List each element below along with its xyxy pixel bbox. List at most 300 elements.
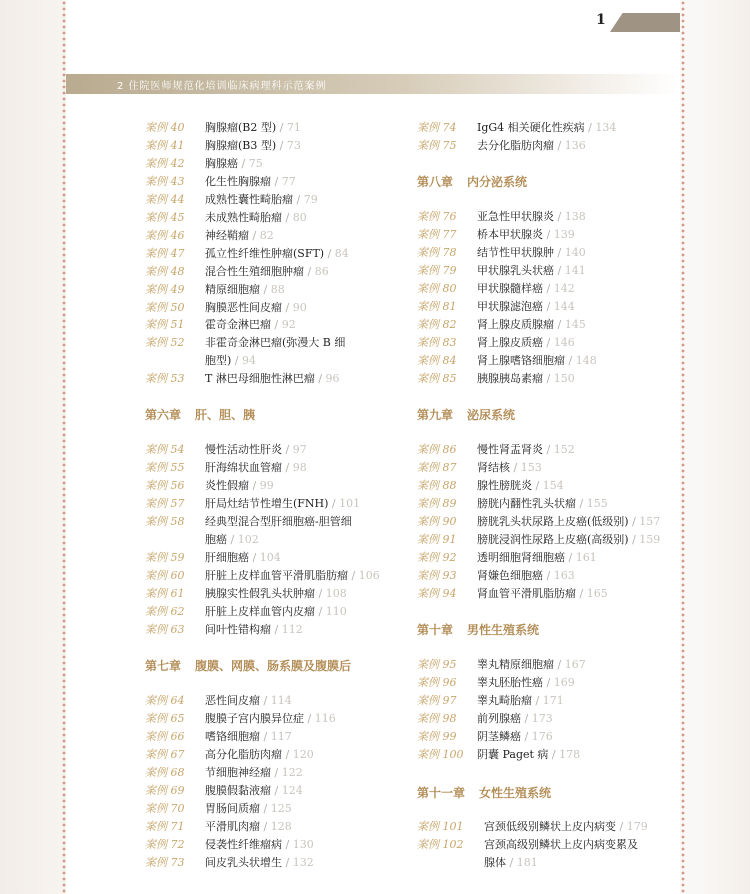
chapter-heading	[417, 784, 551, 801]
chapter-heading	[417, 406, 515, 423]
page-ref: 102	[237, 532, 259, 546]
case-title-text: 胸腺瘤(B2 型)	[205, 121, 277, 134]
case-title	[477, 585, 608, 603]
case-title-text: 慢性肾盂肾炎	[477, 443, 543, 456]
page-ref: 130	[292, 837, 314, 851]
case-title-text: 孤立性纤维性肿瘤(SFT)	[205, 246, 325, 260]
case-title	[477, 226, 575, 244]
case-title	[205, 173, 296, 191]
page-ref: 157	[639, 514, 661, 528]
case-label: 案例 101	[417, 820, 464, 833]
page-ref: 98	[292, 460, 307, 474]
case-title	[205, 549, 281, 567]
separator: /	[260, 282, 271, 296]
toc-entry	[417, 549, 667, 567]
case-title-text: 结节性甲状腺肿	[477, 245, 554, 259]
case-title-continued: 腺体	[484, 855, 506, 869]
chapter-number: 第十一章	[417, 786, 466, 800]
toc-entry	[145, 800, 395, 818]
case-title-text: 化生性胸腺瘤	[205, 174, 271, 188]
toc-entry	[145, 441, 395, 459]
case-title	[205, 854, 314, 872]
toc-entry	[145, 728, 395, 746]
case-title-text: 胸腺癌	[205, 156, 238, 170]
separator: /	[616, 820, 627, 833]
case-title	[477, 441, 575, 459]
page-ref: 140	[564, 245, 586, 259]
page-ref: 94	[242, 354, 256, 368]
case-title	[205, 692, 292, 710]
separator: /	[565, 550, 576, 564]
separator: /	[227, 532, 238, 546]
case-label: 案例 63	[145, 622, 185, 636]
page-ref: 179	[626, 820, 648, 833]
running-header-text: 2 住院医师规范化培训临床病理科示范案例	[117, 81, 327, 92]
case-title	[205, 119, 301, 137]
separator: /	[276, 121, 287, 134]
separator: /	[282, 210, 293, 224]
separator: /	[304, 264, 315, 278]
separator: /	[532, 478, 543, 492]
case-label: 案例 43	[145, 174, 185, 188]
case-title-text: 节细胞神经瘤	[205, 765, 271, 779]
case-label: 案例 71	[145, 819, 185, 833]
page-ref: 117	[270, 729, 292, 743]
page-ref: 163	[553, 568, 575, 582]
page-ref: 99	[259, 478, 274, 492]
toc-entry	[145, 477, 395, 495]
toc-entry	[417, 567, 667, 585]
case-label: 案例 90	[417, 514, 457, 528]
case-label: 案例 84	[417, 353, 457, 367]
page-ref: 90	[292, 300, 307, 314]
separator: /	[249, 228, 260, 242]
case-title-text: 混合性生殖细胞肿瘤	[205, 264, 304, 278]
case-title	[477, 459, 542, 477]
case-label: 案例 60	[145, 568, 185, 582]
case-label: 案例 61	[145, 586, 185, 600]
separator: /	[314, 372, 326, 386]
case-title	[477, 244, 586, 262]
page-number: 1	[596, 12, 606, 28]
page-ref: 104	[259, 550, 281, 564]
case-title	[205, 495, 360, 513]
case-label: 案例 42	[145, 156, 185, 170]
case-label: 案例 56	[145, 478, 185, 492]
chapter-heading	[417, 621, 539, 638]
toc-entry	[145, 854, 395, 872]
page-ref: 146	[553, 335, 575, 349]
case-label: 案例 94	[417, 586, 457, 600]
case-title	[205, 800, 292, 818]
case-title-text: 肝细胞癌	[205, 550, 249, 564]
case-title	[205, 603, 347, 621]
separator: /	[260, 819, 271, 833]
page-ref: 139	[553, 227, 575, 241]
toc-entry	[145, 818, 395, 836]
separator: /	[282, 855, 293, 869]
toc-entry	[417, 226, 667, 244]
separator: /	[282, 747, 293, 761]
page-ref: 169	[553, 675, 575, 689]
case-title	[205, 764, 303, 782]
case-title	[205, 281, 285, 299]
case-label: 案例 75	[417, 138, 457, 152]
chapter-name: 内分泌系统	[467, 175, 528, 189]
toc-entry	[145, 227, 395, 245]
case-title-text: 肾上腺皮质腺瘤	[477, 317, 554, 331]
case-title-text: 宫颈高级别鳞状上皮内病变累及	[484, 837, 638, 851]
separator: /	[543, 568, 554, 582]
separator: /	[554, 245, 565, 259]
case-title	[477, 316, 586, 334]
page-ref: 79	[303, 192, 318, 206]
toc-entry	[145, 245, 395, 263]
case-label: 案例 70	[145, 801, 185, 815]
separator: /	[271, 318, 282, 332]
case-title-text: 肾上腺皮质癌	[477, 335, 543, 349]
toc-entry	[417, 531, 667, 549]
toc-entry	[417, 352, 667, 370]
separator: /	[543, 675, 554, 689]
separator: /	[543, 299, 554, 313]
separator: /	[554, 317, 565, 331]
separator: /	[260, 694, 271, 707]
toc-entry	[417, 280, 667, 298]
page-ref: 75	[248, 156, 263, 170]
toc-entry	[145, 137, 395, 155]
case-label: 案例 99	[417, 729, 457, 743]
case-title-text: 高分化脂肪肉瘤	[205, 747, 282, 761]
toc-entry	[145, 263, 395, 281]
case-label: 案例 65	[145, 711, 185, 725]
toc-entry	[417, 316, 667, 334]
separator: /	[271, 174, 282, 188]
case-title-text: 胰腺胰岛素瘤	[477, 371, 543, 385]
case-title	[477, 692, 564, 710]
case-label: 案例 67	[145, 747, 185, 761]
case-title-text: 平滑肌肉瘤	[205, 819, 260, 833]
page-ref: 134	[595, 121, 617, 134]
case-title	[477, 334, 575, 352]
case-title	[477, 262, 586, 280]
case-label: 案例 73	[145, 855, 185, 869]
page-ref: 155	[586, 496, 608, 510]
page-ref: 150	[553, 371, 575, 385]
toc-entry	[417, 298, 667, 316]
separator: /	[554, 210, 565, 223]
separator: /	[628, 514, 640, 528]
case-title-text: 肝脏上皮样血管内皮瘤	[205, 604, 315, 618]
case-title	[477, 549, 597, 567]
toc-entry	[145, 836, 395, 854]
case-label: 案例 86	[417, 443, 457, 456]
case-title-text: 腺性膀胱炎	[477, 478, 532, 492]
page-ref: 154	[542, 478, 564, 492]
case-title	[205, 531, 259, 549]
case-title	[477, 710, 553, 728]
toc-entry	[145, 155, 395, 173]
toc-entry	[145, 567, 395, 585]
page-ref: 141	[564, 263, 586, 277]
separator: /	[521, 711, 532, 725]
case-title	[205, 459, 307, 477]
separator: /	[543, 281, 554, 295]
toc-entry	[145, 209, 395, 227]
case-label: 案例 62	[145, 604, 185, 618]
case-title	[477, 531, 660, 549]
case-label: 案例 52	[145, 336, 185, 350]
page-ref: 125	[270, 801, 292, 815]
case-title-text: 胸膜恶性间皮瘤	[205, 300, 282, 314]
case-title-text: 甲状腺滤泡癌	[477, 299, 543, 313]
separator: /	[282, 300, 293, 314]
case-title	[484, 818, 648, 836]
case-title-text: 宫颈低级别鳞状上皮内病变	[484, 820, 616, 833]
page-ref: 73	[286, 138, 301, 152]
case-title	[477, 298, 575, 316]
case-title	[477, 477, 564, 495]
separator: /	[628, 532, 640, 546]
case-title	[205, 245, 349, 263]
toc-entry	[145, 119, 395, 137]
case-label: 案例 76	[417, 210, 457, 223]
page-ref: 144	[553, 299, 575, 313]
separator: /	[543, 371, 554, 385]
separator: /	[543, 443, 554, 456]
case-title-text: 肾嫌色细胞癌	[477, 568, 543, 582]
case-label: 案例 96	[417, 675, 457, 689]
toc-entry	[417, 513, 667, 531]
case-title	[477, 513, 660, 531]
toc-entry	[417, 692, 667, 710]
case-title	[477, 656, 586, 674]
chapter-heading	[145, 657, 351, 674]
chapter-name: 肝、胆、胰	[195, 408, 256, 422]
separator: /	[554, 658, 565, 671]
case-label: 案例 48	[145, 264, 185, 278]
separator: /	[271, 783, 282, 797]
page-ref: 80	[292, 210, 307, 224]
chapter-heading	[417, 173, 527, 190]
page-ref: 124	[281, 783, 303, 797]
separator: /	[510, 460, 521, 474]
case-label: 案例 98	[417, 711, 457, 725]
toc-entry	[145, 710, 395, 728]
page-ref: 176	[531, 729, 553, 743]
case-title-text: 透明细胞肾细胞癌	[477, 550, 565, 564]
chapter-number: 第十章	[417, 623, 454, 637]
page-ref: 171	[542, 693, 564, 707]
case-title	[205, 370, 340, 388]
case-title-text: 膀胱浸润性尿路上皮癌(高级别)	[477, 532, 629, 546]
case-label: 案例 54	[145, 443, 185, 456]
page-ref: 178	[559, 747, 581, 761]
case-title-text: 阴囊 Paget 病	[477, 747, 549, 761]
separator: /	[548, 747, 560, 761]
page-ref: 159	[639, 532, 661, 546]
case-title-text: 甲状腺乳头状癌	[477, 263, 554, 277]
case-title-text: 胸腺瘤(B3 型)	[205, 138, 277, 152]
toc-entry	[145, 549, 395, 567]
toc-entry	[145, 459, 395, 477]
case-title	[477, 352, 597, 370]
separator: /	[260, 801, 271, 815]
page-ref: 173	[531, 711, 553, 725]
case-label: 案例 80	[417, 281, 457, 295]
case-title-text: 侵袭性纤维瘤病	[205, 837, 282, 851]
case-title-text: 精原细胞瘤	[205, 282, 260, 296]
separator: /	[565, 353, 576, 367]
case-title	[484, 836, 638, 854]
page-ref: 96	[325, 372, 340, 386]
case-label: 案例 51	[145, 318, 185, 332]
case-label: 案例 59	[145, 550, 185, 564]
page-ref: 120	[292, 747, 314, 761]
toc-entry	[417, 441, 667, 459]
case-label: 案例 69	[145, 783, 185, 797]
case-title	[205, 155, 263, 173]
case-title	[205, 441, 307, 459]
separator: /	[324, 246, 335, 260]
case-title-text: 经典型混合型肝细胞癌-胆管细	[205, 514, 352, 528]
case-title-text: 前列腺癌	[477, 711, 521, 725]
case-label: 案例 100	[417, 747, 464, 761]
toc-entry	[145, 173, 395, 191]
case-title	[477, 208, 586, 226]
case-title-continued: 胞癌	[205, 532, 227, 546]
chapter-number: 第六章	[145, 408, 182, 422]
chapter-name: 泌尿系统	[467, 408, 516, 422]
page-ref: 128	[270, 819, 292, 833]
page-ref: 152	[553, 443, 575, 456]
case-label: 案例 72	[145, 837, 185, 851]
separator: /	[260, 729, 271, 743]
toc-entry	[417, 244, 667, 262]
case-title	[205, 567, 380, 585]
chapter-number: 第九章	[417, 408, 454, 422]
case-title-text: 阴茎鳞癌	[477, 729, 521, 743]
case-title	[205, 209, 307, 227]
page-ref: 181	[516, 855, 538, 869]
page-ref: 114	[270, 694, 292, 707]
toc-entry	[417, 459, 667, 477]
case-label: 案例 88	[417, 478, 457, 492]
case-label: 案例 49	[145, 282, 185, 296]
case-label: 案例 68	[145, 765, 185, 779]
chapter-name: 男性生殖系统	[467, 623, 540, 637]
case-title-text: 胰腺实性假乳头状肿瘤	[205, 586, 315, 600]
toc-entry	[417, 495, 667, 513]
case-title	[205, 728, 292, 746]
case-title-text: 肾上腺嗜铬细胞瘤	[477, 353, 565, 367]
toc-entry	[145, 603, 395, 621]
separator: /	[554, 138, 565, 152]
toc-entry	[145, 513, 395, 531]
page-ref: 148	[575, 353, 597, 367]
case-title-text: 间叶性错构瘤	[205, 622, 271, 636]
case-title-text: 神经鞘瘤	[205, 228, 249, 242]
page-ref: 101	[339, 496, 361, 510]
case-label: 案例 91	[417, 532, 457, 546]
case-label: 案例 57	[145, 496, 185, 510]
case-title	[205, 513, 352, 531]
case-label: 案例 82	[417, 317, 457, 331]
case-title	[477, 119, 616, 137]
case-title-text: 膀胱内翻性乳头状瘤	[477, 496, 576, 510]
toc-entry	[417, 370, 667, 388]
separator: /	[249, 478, 260, 492]
case-label: 案例 58	[145, 514, 185, 528]
separator: /	[304, 711, 315, 725]
case-title-text: 睾丸精原细胞瘤	[477, 658, 554, 671]
separator: /	[231, 354, 242, 368]
page-ref: 136	[564, 138, 586, 152]
page-ref: 153	[520, 460, 542, 474]
case-title	[205, 227, 274, 245]
toc-entry	[145, 281, 395, 299]
page-ref: 86	[314, 264, 329, 278]
page-ref: 106	[358, 568, 380, 582]
toc-entry	[417, 746, 667, 764]
page-ref: 116	[314, 711, 336, 725]
page-ref: 132	[292, 855, 314, 869]
separator: /	[249, 550, 260, 564]
case-title-text: 肾结核	[477, 460, 510, 474]
case-label: 案例 93	[417, 568, 457, 582]
case-label: 案例 81	[417, 299, 457, 313]
page-ref: 110	[325, 604, 347, 618]
toc-entry	[145, 692, 395, 710]
separator: /	[282, 837, 293, 851]
case-title	[205, 782, 303, 800]
separator: /	[584, 121, 596, 134]
case-title-text: 非霍奇金淋巴瘤(弥漫大 B 细	[205, 336, 346, 350]
case-title	[205, 299, 307, 317]
case-label: 案例 66	[145, 729, 185, 743]
case-title	[477, 567, 575, 585]
case-title-text: 成熟性囊性畸胎瘤	[205, 192, 293, 206]
case-title	[205, 191, 318, 209]
page-ref: 108	[325, 586, 347, 600]
case-title	[484, 854, 538, 872]
case-title	[205, 352, 256, 370]
case-label: 案例 79	[417, 263, 457, 277]
toc-entry	[145, 746, 395, 764]
case-title-text: 间皮乳头状增生	[205, 855, 282, 869]
case-label: 案例 89	[417, 496, 457, 510]
case-title-text: 去分化脂肪肉瘤	[477, 138, 554, 152]
separator: /	[554, 263, 565, 277]
case-title-text: 甲状腺髓样癌	[477, 281, 543, 295]
toc-entry	[145, 585, 395, 603]
toc-entry	[145, 334, 395, 352]
page-ref: 161	[575, 550, 597, 564]
case-title-text: 肝局灶结节性增生(FNH)	[205, 496, 329, 510]
page-ref: 165	[586, 586, 608, 600]
page-ref: 145	[564, 317, 586, 331]
separator: /	[532, 693, 543, 707]
case-label: 案例 97	[417, 693, 457, 707]
toc-entry	[417, 818, 667, 836]
case-label: 案例 53	[145, 372, 185, 386]
case-label: 案例 41	[145, 138, 185, 152]
case-title	[477, 674, 575, 692]
page-ref: 82	[259, 228, 274, 242]
case-title-text: IgG4 相关硬化性疾病	[477, 121, 585, 134]
case-title-text: 胃肠间质瘤	[205, 801, 260, 815]
case-title	[477, 280, 575, 298]
